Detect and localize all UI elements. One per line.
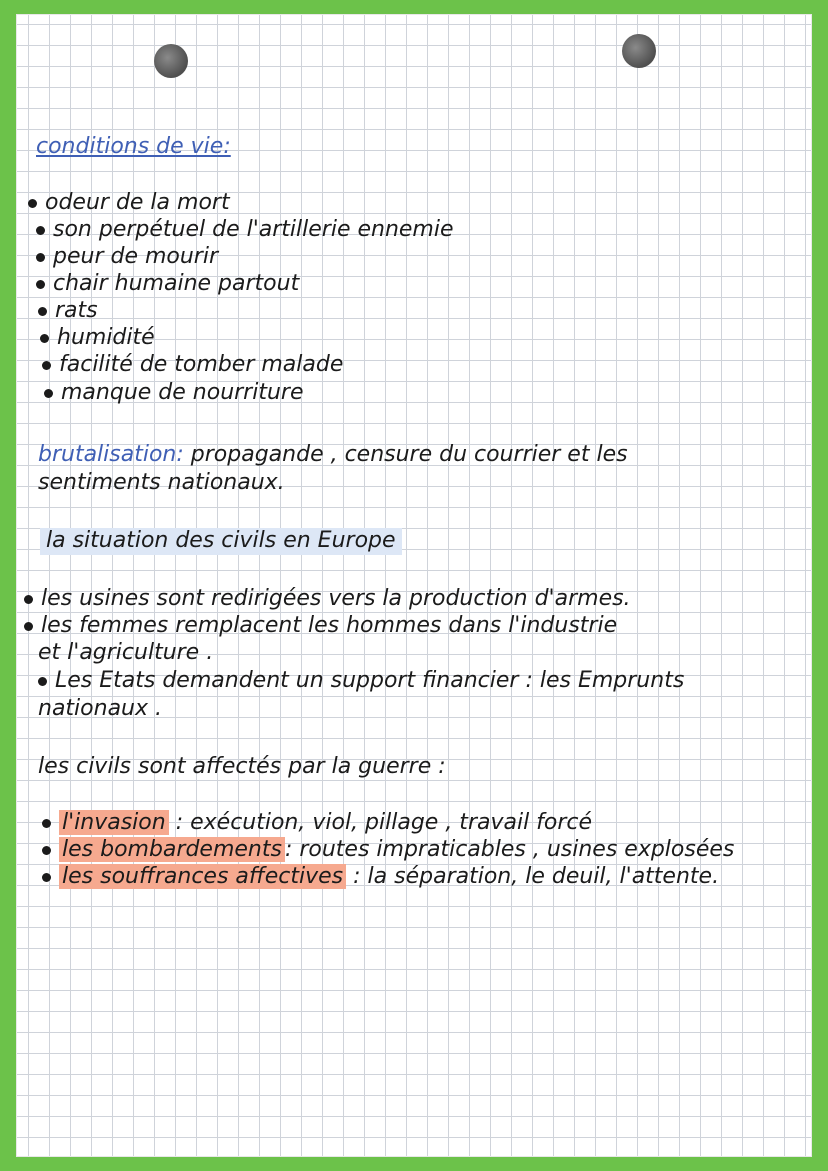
paragraph-line: et l'agriculture .: [38, 640, 214, 665]
bullet-icon: [40, 334, 49, 343]
list-item: chair humaine partout: [36, 271, 299, 297]
list-item: peur de mourir: [36, 244, 218, 270]
bullet-icon: [28, 199, 37, 208]
bullet-icon: [38, 307, 47, 316]
bullet-icon: [42, 361, 51, 370]
bullet-icon: [24, 622, 33, 631]
brutalisation-text: propagande , censure du courrier et les: [190, 442, 628, 467]
punch-hole-right: [622, 34, 656, 68]
bullet-icon: [36, 226, 45, 235]
bullet-icon: [38, 677, 47, 686]
list-item: les bombardements : routes impraticables , usines explosées: [42, 837, 734, 863]
bullet-icon: [36, 280, 45, 289]
brutalisation-line: [38, 442, 628, 468]
bullet-icon: [36, 253, 45, 262]
list-item: facilité de tomber malade: [42, 352, 343, 378]
bullet-icon: [42, 846, 51, 855]
section-title-civils: la situation des civils en Europe: [40, 528, 402, 554]
paragraph-line: les femmes remplacent les hommes dans l'industrie: [24, 613, 617, 639]
civils-intro: les civils sont affectés par la guerre :: [38, 754, 446, 779]
list-item: manque de nourriture: [44, 380, 303, 406]
paragraph-line: nationaux .: [38, 696, 162, 721]
paragraph-line: Les Etats demandent un support financier : les Emprunts: [38, 668, 684, 694]
section-title-conditions: conditions de vie:: [36, 134, 231, 159]
bullet-icon: [44, 389, 53, 398]
bullet-icon: [42, 819, 51, 828]
bullet-icon: [24, 595, 33, 604]
brutalisation-line-2: sentiments nationaux.: [38, 470, 285, 495]
list-item: l'invasion : exécution, viol, pillage , travail forcé: [42, 810, 592, 836]
bullet-icon: [42, 873, 51, 882]
punch-hole-left: [154, 44, 188, 78]
list-item: les souffrances affectives : la séparation, le deuil, l'attente.: [42, 864, 719, 890]
notebook-page: [16, 14, 812, 1157]
paragraph-line: les usines sont redirigées vers la production d'armes.: [24, 586, 631, 612]
list-item: humidité: [40, 325, 155, 351]
brutalisation-label: brutalisation:: [38, 442, 184, 467]
list-item: son perpétuel de l'artillerie ennemie: [36, 217, 454, 243]
list-item: odeur de la mort: [28, 190, 230, 216]
list-item: rats: [38, 298, 98, 324]
